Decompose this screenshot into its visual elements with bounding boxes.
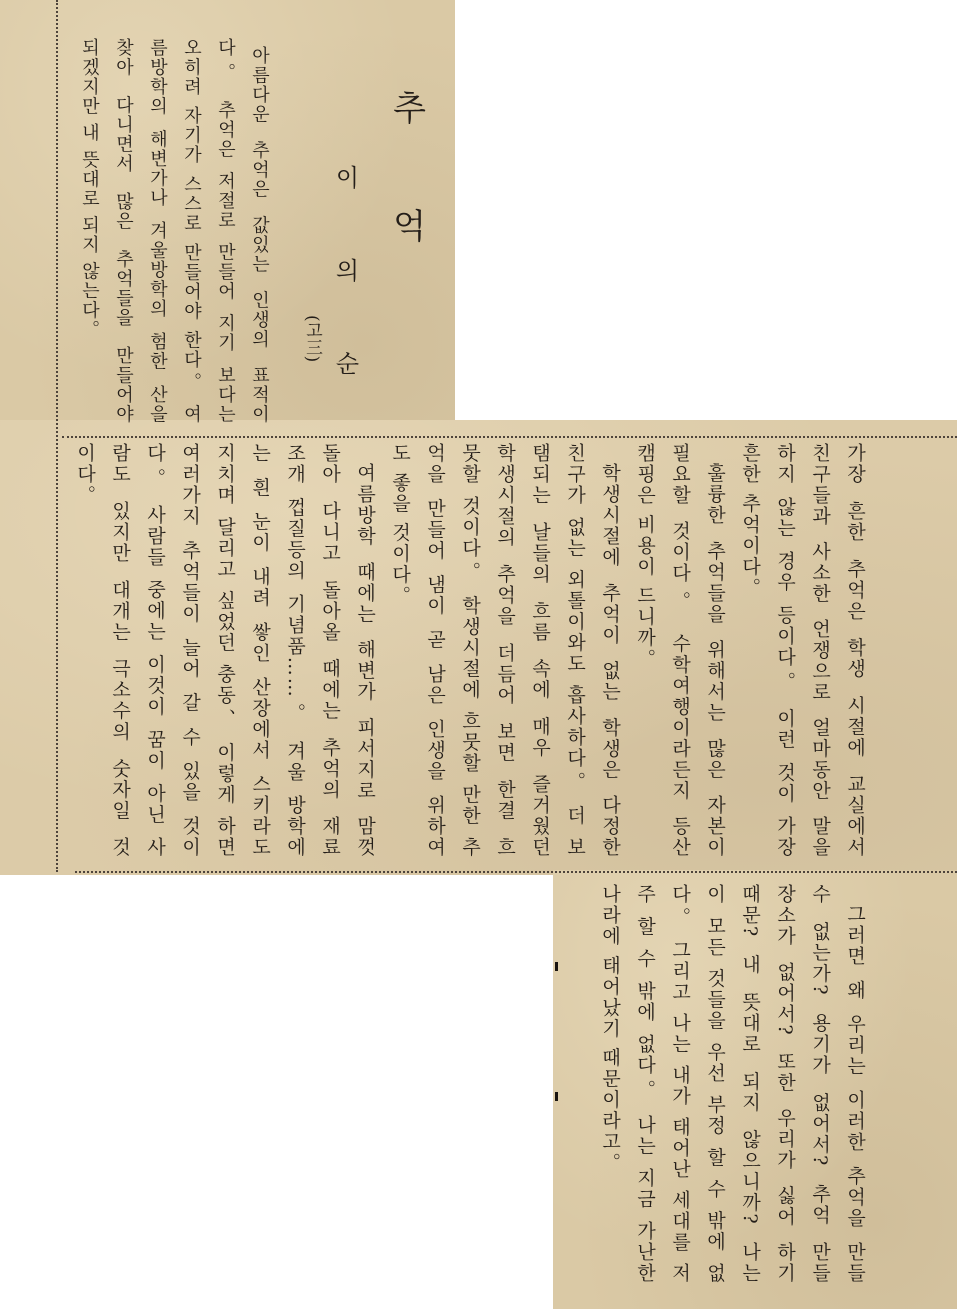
section-3-text-block (592, 884, 872, 1284)
dotted-rule-horizontal (75, 871, 957, 873)
text-column: 주 할 수 밖에 없다。 나는 지금 가난한 (634, 884, 656, 1284)
text-column: 억을 만들어 냄이 곧 남은 인생을 위하여 (424, 443, 446, 858)
text-column: 되겠지만 내 뜻대로 되지 않는다。 (79, 38, 100, 340)
text-column: 이다。 (74, 443, 96, 506)
text-column: 수 없는가? 용기가 없어서? 추억 만들 (809, 884, 831, 1284)
text-column: 오히려 자기가 스스로 만들어야 한다。 여 (181, 38, 202, 424)
text-column: 여러가지 추억들이 늘어 갈 수 있을 것이 (179, 443, 201, 858)
text-column: 찾아 다니면서 많은 추억들을 만들어야 (113, 38, 134, 424)
text-column: 그러면 왜 우리는 이러한 추억을 만들 (844, 904, 866, 1284)
text-column: 학생시절에 추억이 없는 학생은 다정한 (599, 463, 621, 858)
article-title: 추 억 (386, 90, 426, 242)
section-1-text-block (72, 38, 276, 424)
text-column: 하지 않는 경우 등이다。 이런 것이 가장 (774, 443, 796, 858)
author-name: 이 의 순 (331, 165, 359, 375)
text-column: 장소가 없어서? 또한 우리가 싫어 하기 (774, 884, 796, 1284)
text-column: 캠핑은 비용이 드니까。 (634, 443, 656, 670)
text-column: 람도 있지만 대개는 극소수의 숫자일 것 (109, 443, 131, 858)
dotted-rule-vertical (56, 0, 58, 872)
edge-mark (555, 1092, 558, 1101)
text-column: 여름방학 때에는 해변가 피서지로 맘껏 (354, 463, 376, 858)
text-column: 나라에 태어났기 때문이라고。 (599, 884, 621, 1174)
text-column: 흔한 추억이다。 (739, 443, 761, 599)
section-2-text-block (67, 443, 872, 858)
text-column: 필요할 것이다。 수학여행이라든지 등산 (669, 443, 691, 858)
text-column: 친구들과 사소한 언쟁으로 얼마동안 말을 (809, 443, 831, 858)
text-column: 돌아 다니고 돌아올 때에는 추억의 재료 (319, 443, 341, 858)
text-column: 름방학의 해변가나 겨울방학의 험한 산을 (147, 38, 168, 424)
text-column: 지치며 달리고 싶었던 충동、 이렇게 하면 (214, 443, 236, 858)
text-column: 훌륭한 추억들을 위해서는 많은 자본이 (704, 463, 726, 858)
text-column: 뭇할 것이다。 학생시절에 흐뭇할 만한 추 (459, 443, 481, 858)
text-column: 조개 껍질등의 기념품……。 겨울 방학에 (284, 443, 306, 858)
text-column: 는 흰 눈이 내려 쌓인 산장에서 스키라도 (249, 443, 271, 858)
dotted-rule-horizontal (62, 436, 957, 438)
text-column: 학생시절의 추억을 더듬어 보면 한결 흐 (494, 443, 516, 858)
text-column: 아름다운 추억은 값있는 인생의 표적이 (249, 46, 270, 424)
text-column: 탬되는 날들의 흐름 속에 매우 즐거웠던 (529, 443, 551, 858)
text-column: 다。 그리고 나는 내가 태어난 세대를 저 (669, 884, 691, 1284)
text-column: 다。 사람들 중에는 이것이 꿈이 아닌 사 (144, 443, 166, 858)
text-column: 도 좋을 것이다。 (389, 443, 411, 607)
text-column: 다。 추억은 저절로 만들어 지기 보다는 (215, 38, 236, 424)
text-column: 때문? 내 뜻대로 되지 않으니까? 나는 (739, 884, 761, 1284)
author-grade: (고三) (302, 315, 322, 363)
text-column: 친구가 없는 외톨이와도 흡사하다。 더 보 (564, 443, 586, 858)
text-column: 가장 흔한 추억은 학생 시절에 교실에서 (844, 443, 866, 858)
edge-mark (555, 962, 558, 971)
text-column: 이 모든 것들을 우선 부정 할 수 밖에 없 (704, 884, 726, 1284)
